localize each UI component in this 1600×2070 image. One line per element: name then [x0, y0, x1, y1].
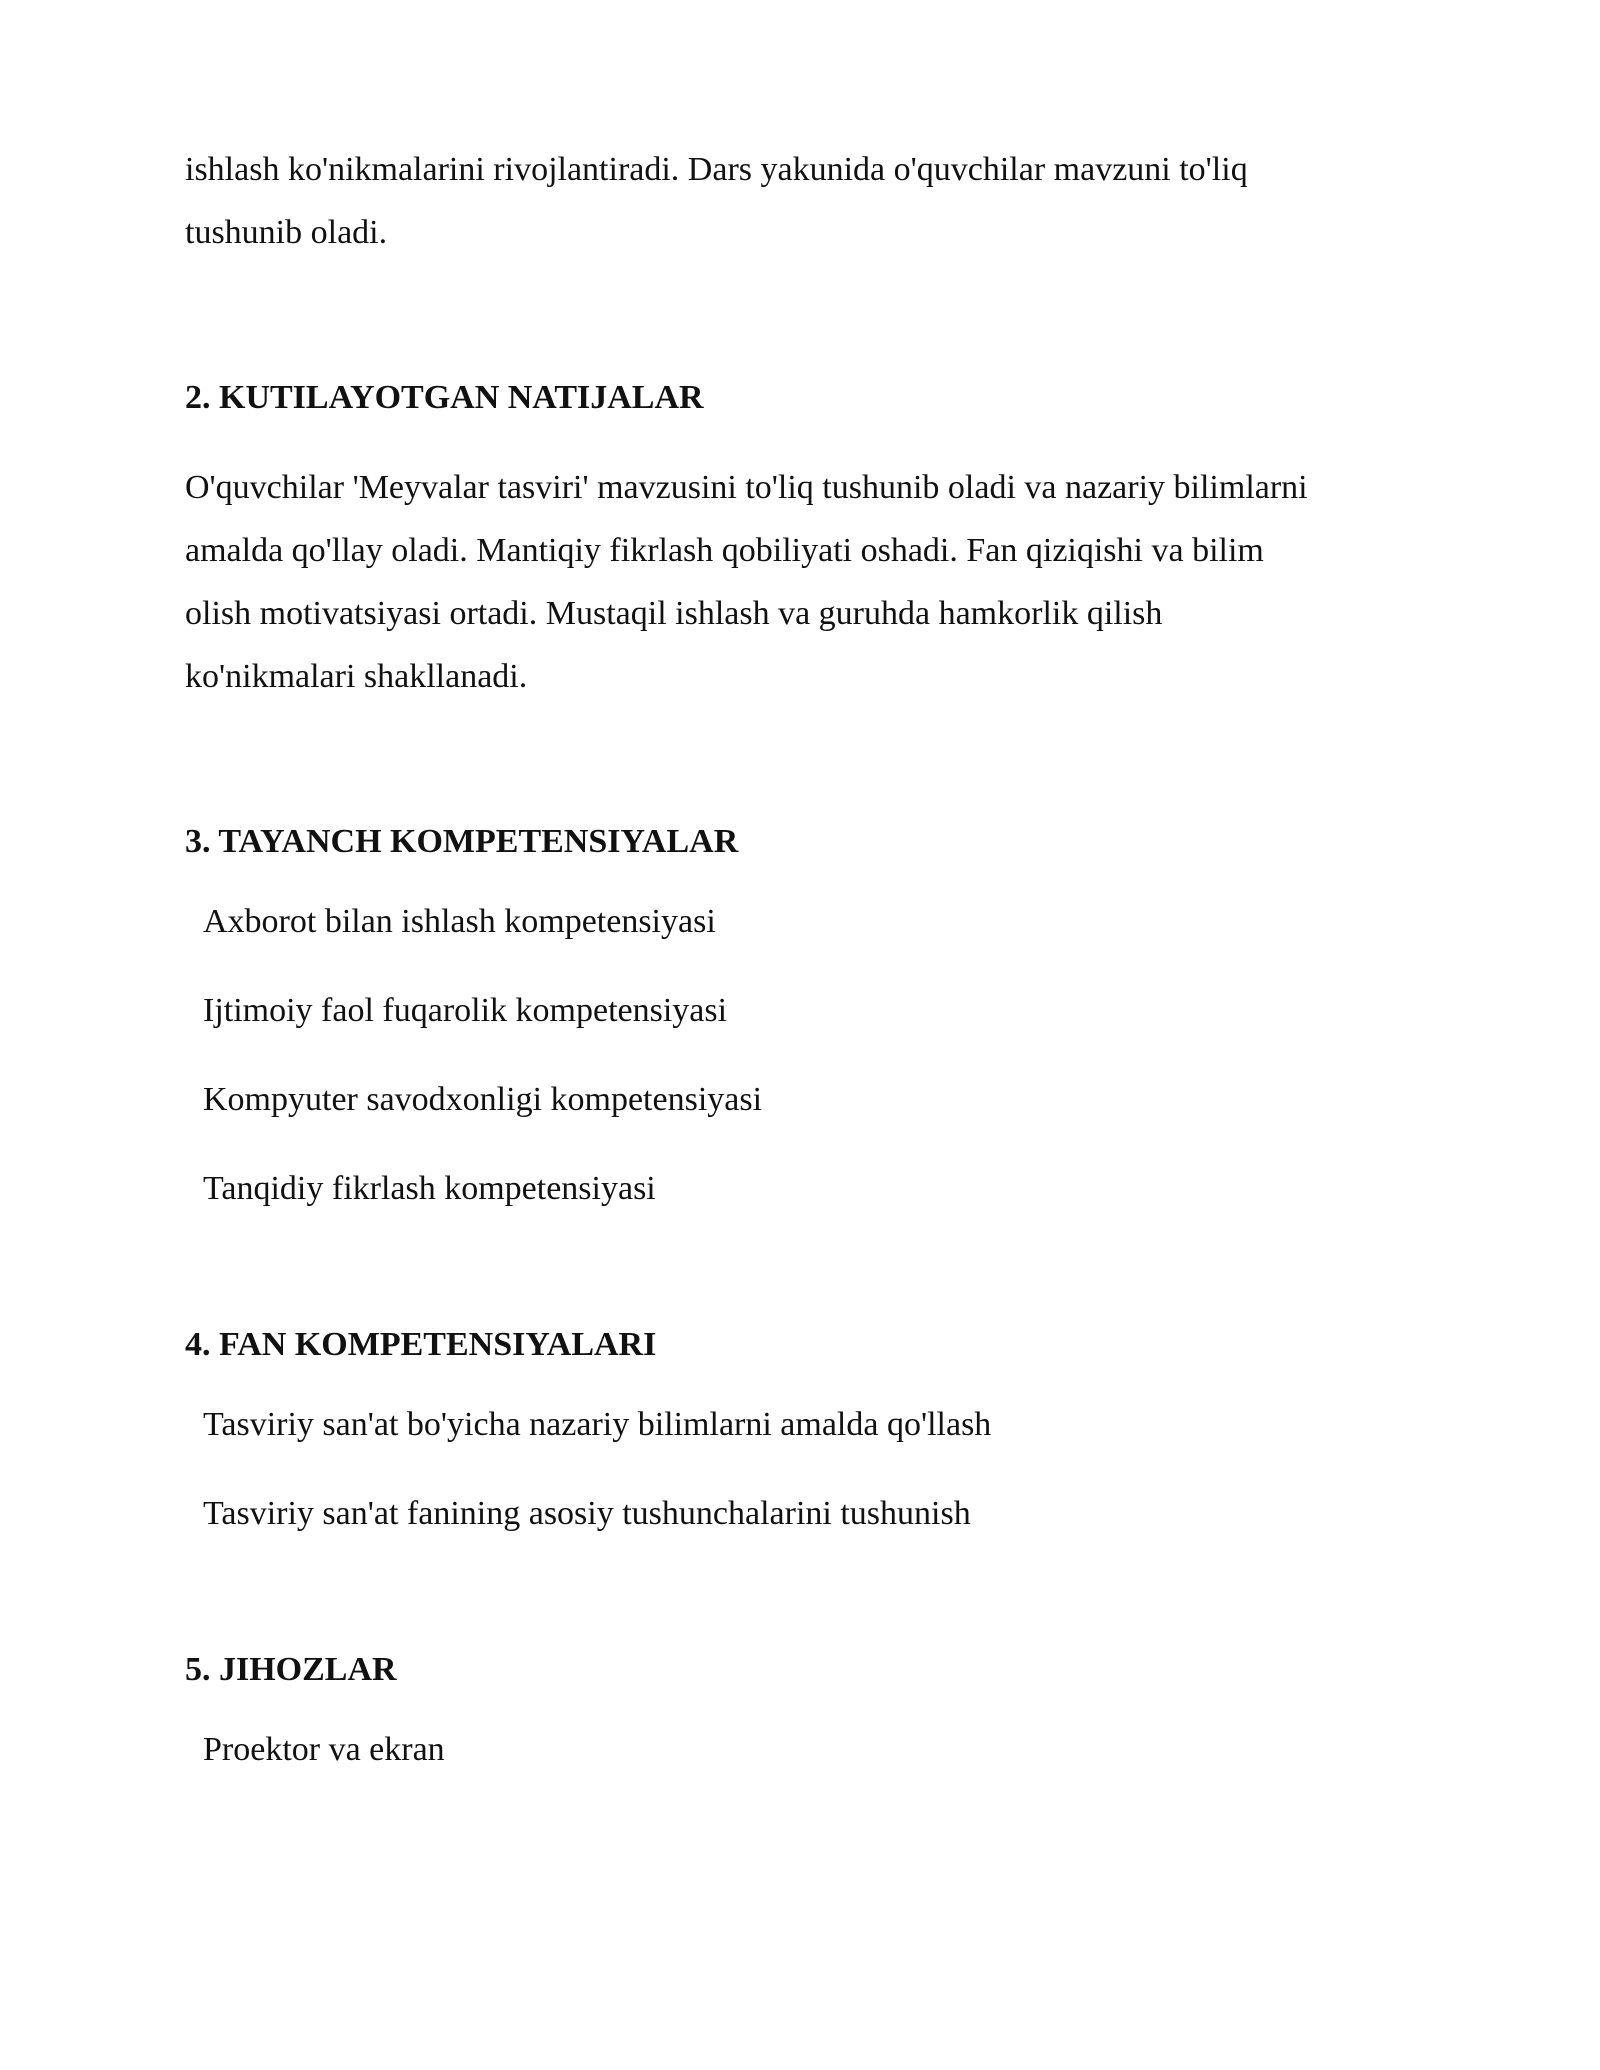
list-item: Kompyuter savodxonligi kompetensiyasi: [203, 1081, 763, 1118]
competency-list: [185, 900, 1445, 1211]
section-core-competencies: [185, 820, 1445, 1211]
subject-competency-list: [185, 1403, 1445, 1536]
list-item: Axborot bilan ishlash kompetensiyasi: [203, 903, 716, 940]
paragraph-line: amalda qo'llay oladi. Mantiqiy fikrlash qobiliyati oshadi. Fan qiziqishi va bilim: [185, 532, 1264, 569]
intro-paragraph: [185, 138, 1445, 264]
section-expected-results: [185, 376, 1445, 708]
paragraph-line: ko'nikmalari shakllanadi.: [185, 658, 528, 695]
list-item: Tasviriy san'at bo'yicha nazariy bilimlarni amalda qo'llash: [203, 1406, 992, 1443]
equipment-list: [185, 1728, 1445, 1772]
section-subject-competencies: [185, 1323, 1445, 1536]
section-heading: 3. TAYANCH KOMPETENSIYALAR: [185, 823, 739, 860]
section-paragraph: [185, 456, 1445, 708]
list-item: Ijtimoiy faol fuqarolik kompetensiyasi: [203, 992, 728, 1029]
list-item: Proektor va ekran: [203, 1731, 445, 1768]
section-heading: 5. JIHOZLAR: [185, 1651, 397, 1688]
paragraph-line: olish motivatsiyasi ortadi. Mustaqil ishlash va guruhda hamkorlik qilish: [185, 595, 1163, 632]
list-item: Tasviriy san'at fanining asosiy tushunchalarini tushunish: [203, 1495, 971, 1532]
paragraph-line: tushunib oladi.: [185, 214, 388, 251]
section-heading: 2. KUTILAYOTGAN NATIJALAR: [185, 379, 704, 416]
section-heading: 4. FAN KOMPETENSIYALARI: [185, 1326, 657, 1363]
paragraph-line: O'quvchilar 'Meyvalar tasviri' mavzusini to'liq tushunib oladi va nazariy bilimlarni: [185, 469, 1308, 506]
paragraph-line: ishlash ko'nikmalarini rivojlantiradi. Dars yakunida o'quvchilar mavzuni to'liq: [185, 151, 1248, 188]
document-body: [185, 138, 1445, 1772]
list-item: Tanqidiy fikrlash kompetensiyasi: [203, 1170, 656, 1207]
section-equipment: [185, 1648, 1445, 1772]
